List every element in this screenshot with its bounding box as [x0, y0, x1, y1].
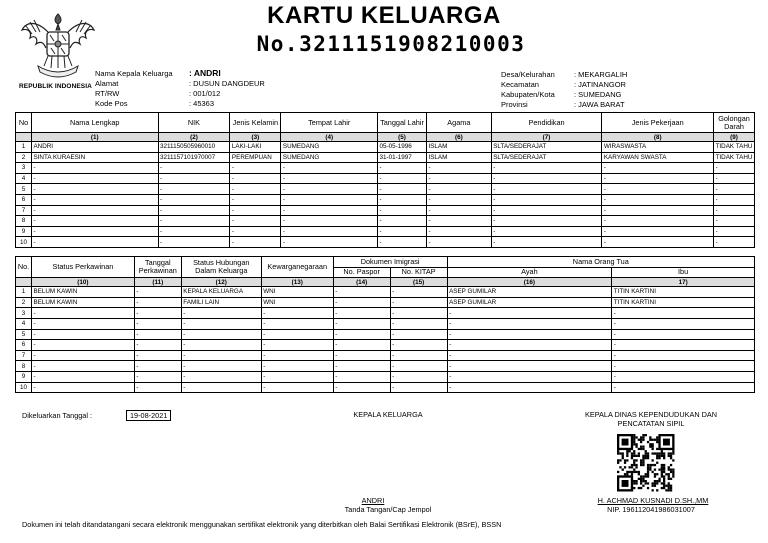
table-cell: - [491, 205, 602, 216]
table-cell: - [158, 194, 230, 205]
table-cell: - [134, 361, 181, 372]
table-cell: - [390, 340, 447, 351]
table-cell: - [158, 237, 230, 248]
table-cell: - [181, 382, 261, 393]
table-row [16, 329, 755, 340]
col-header-kitap: No. KITAP [390, 267, 447, 278]
head-of-family-value: : ANDRI [189, 68, 221, 78]
table-cell: - [333, 371, 390, 382]
table-cell: - [158, 205, 230, 216]
agency-title-line-1: KEPALA DINAS KEPENDUDUKAN DAN [584, 410, 718, 419]
col-header-father: Ayah [447, 267, 612, 278]
col-header-immigration-docs: Dokumen Imigrasi [333, 257, 447, 268]
table-cell: - [447, 340, 612, 351]
column-number: (8) [602, 133, 714, 142]
table-cell: SLTA/SEDERAJAT [491, 142, 602, 153]
village-label: Desa/Kelurahan [501, 70, 555, 79]
table-cell: - [447, 318, 612, 329]
table-row [16, 163, 755, 174]
table-cell: - [612, 361, 755, 372]
head-of-family-signature-title: KEPALA KELUARGA [353, 410, 423, 419]
column-number: (1) [31, 133, 158, 142]
column-number [16, 133, 32, 142]
table-row [16, 382, 755, 393]
col-header-name: Nama Lengkap [31, 113, 158, 133]
table-cell: - [714, 216, 755, 227]
postal-code-label: Kode Pos [95, 99, 128, 108]
table-cell: - [333, 297, 390, 308]
table-cell: ASEP GUMILAR [447, 297, 612, 308]
table-cell: TITIN KARTINI [612, 297, 755, 308]
row-number-cell: 2 [16, 152, 32, 163]
table-cell: - [134, 371, 181, 382]
table-cell: - [181, 308, 261, 319]
regency-value: : SUMEDANG [574, 90, 622, 99]
table-cell: - [714, 163, 755, 174]
table-cell: - [491, 216, 602, 227]
table-cell: - [134, 329, 181, 340]
table-cell: ANDRI [31, 142, 158, 153]
table-cell: - [31, 194, 158, 205]
table-cell: - [491, 194, 602, 205]
table-cell: - [491, 163, 602, 174]
table-cell: - [181, 371, 261, 382]
table-cell: - [134, 297, 181, 308]
table-cell: WIRASWASTA [602, 142, 714, 153]
table-cell: - [333, 308, 390, 319]
table-cell: - [158, 163, 230, 174]
table-cell: - [281, 163, 378, 174]
table-cell: - [333, 350, 390, 361]
electronic-signature-note: Dokumen ini telah ditandatangani secara elektronik menggunakan sertifikat elektronik yang diterbitkan oleh Balai Sertifikasi Elektronik (BSrE), BSSN [22, 520, 502, 529]
table-cell: - [31, 184, 158, 195]
table-cell: - [31, 163, 158, 174]
row-number-cell: 6 [16, 340, 32, 351]
row-number-cell: 10 [16, 237, 32, 248]
table-cell: - [447, 350, 612, 361]
row-number-cell: 3 [16, 308, 32, 319]
table-cell: TITIN KARTINI [612, 287, 755, 298]
table-cell: WNI [261, 287, 333, 298]
table-cell: - [181, 350, 261, 361]
household-info-right [501, 70, 741, 112]
table-cell: - [390, 297, 447, 308]
head-of-family-signature-name: ANDRI [361, 496, 385, 505]
table-cell: - [378, 205, 427, 216]
row-number-cell: 8 [16, 361, 32, 372]
table-cell: - [602, 173, 714, 184]
table-cell: - [491, 237, 602, 248]
table-cell: - [230, 184, 281, 195]
table-cell: - [31, 361, 134, 372]
table-cell: - [378, 226, 427, 237]
table-cell: - [426, 173, 491, 184]
table-cell: - [612, 318, 755, 329]
table-cell: - [261, 382, 333, 393]
head-of-family-label: Nama Kepala Keluarga [95, 69, 173, 78]
table-cell: - [426, 194, 491, 205]
household-info-left [95, 69, 395, 111]
table-row [16, 287, 755, 298]
col-header-no: No. [16, 257, 32, 278]
table-row [16, 194, 755, 205]
table-cell: - [281, 184, 378, 195]
district-value: : JATINANGOR [574, 80, 626, 89]
table-cell: - [134, 318, 181, 329]
table-cell: - [230, 205, 281, 216]
table-row [16, 152, 755, 163]
table-cell: - [281, 216, 378, 227]
table-cell: - [31, 308, 134, 319]
table-row [16, 350, 755, 361]
table-cell: - [158, 184, 230, 195]
table-cell: - [602, 216, 714, 227]
table-cell: - [261, 318, 333, 329]
table-cell: - [31, 371, 134, 382]
column-number: (14) [333, 278, 390, 287]
column-number: (13) [261, 278, 333, 287]
table-row [16, 184, 755, 195]
table-cell: - [230, 173, 281, 184]
table-cell: - [714, 194, 755, 205]
table-cell: - [158, 173, 230, 184]
column-number-row [16, 133, 755, 142]
postal-code-value: : 45363 [189, 99, 215, 108]
table-cell: - [390, 350, 447, 361]
table-cell: - [281, 194, 378, 205]
table-cell: PEREMPUAN [230, 152, 281, 163]
table-cell: - [390, 382, 447, 393]
table-cell: - [261, 371, 333, 382]
family-status-table [15, 256, 755, 393]
col-header-occupation: Jenis Pekerjaan [602, 113, 714, 133]
rt-rw-value: : 001/012 [189, 89, 221, 98]
table-cell: - [134, 287, 181, 298]
row-number-cell: 1 [16, 287, 32, 298]
col-header-mother: Ibu [612, 267, 755, 278]
table-cell: - [333, 318, 390, 329]
col-header-gender: Jenis Kelamin [230, 113, 281, 133]
table-cell: - [390, 308, 447, 319]
row-number-cell: 7 [16, 350, 32, 361]
table-cell: - [612, 382, 755, 393]
address-label: Alamat [95, 79, 119, 88]
table-cell: - [158, 216, 230, 227]
table-cell: - [261, 350, 333, 361]
table-row [16, 340, 755, 351]
table-cell: - [230, 237, 281, 248]
column-number: (5) [378, 133, 427, 142]
col-header-family-relation: Status Hubungan Dalam Keluarga [181, 257, 261, 278]
district-label: Kecamatan [501, 80, 539, 89]
row-number-cell: 5 [16, 184, 32, 195]
row-number-cell: 4 [16, 173, 32, 184]
table-row [16, 237, 755, 248]
table-row [16, 142, 755, 153]
document-title: KARTU KELUARGA [267, 2, 501, 29]
province-value: : JAWA BARAT [574, 100, 625, 109]
table-cell: SUMEDANG [281, 152, 378, 163]
table-cell: - [714, 184, 755, 195]
table-cell: ISLAM [426, 142, 491, 153]
table-cell: - [447, 361, 612, 372]
table-cell: - [31, 318, 134, 329]
table-cell: - [230, 163, 281, 174]
column-number: (4) [281, 133, 378, 142]
table-cell: - [181, 329, 261, 340]
table-cell: - [134, 308, 181, 319]
table-cell: TIDAK TAHU [714, 142, 755, 153]
address-value: : DUSUN DANGDEUR [189, 79, 265, 88]
table-cell: - [602, 194, 714, 205]
table-cell: - [602, 184, 714, 195]
row-number-cell: 6 [16, 194, 32, 205]
table-cell: - [378, 163, 427, 174]
table-cell: - [426, 237, 491, 248]
table-cell: - [390, 287, 447, 298]
table-cell: - [134, 382, 181, 393]
table-cell: - [261, 340, 333, 351]
row-number-cell: 2 [16, 297, 32, 308]
document-number: No.3211151908210003 [256, 32, 526, 56]
column-number: 17) [612, 278, 755, 287]
column-number: (15) [390, 278, 447, 287]
table-cell: 3211157101970007 [158, 152, 230, 163]
col-header-marital-status: Status Perkawinan [31, 257, 134, 278]
col-header-parents: Nama Orang Tua [447, 257, 754, 268]
table-cell: - [261, 308, 333, 319]
table-cell: - [447, 329, 612, 340]
row-number-cell: 4 [16, 318, 32, 329]
col-header-birthdate: Tanggal Lahir [378, 113, 427, 133]
col-header-birthplace: Tempat Lahir [281, 113, 378, 133]
table-cell: - [426, 216, 491, 227]
table-cell: - [281, 237, 378, 248]
column-number: (9) [714, 133, 755, 142]
table-cell: ISLAM [426, 152, 491, 163]
col-header-nik: NIK [158, 113, 230, 133]
row-number-cell: 7 [16, 205, 32, 216]
table-cell: - [281, 226, 378, 237]
table-cell: - [158, 226, 230, 237]
table-cell: - [390, 329, 447, 340]
table-cell: - [390, 361, 447, 372]
table-cell: ASEP GUMILAR [447, 287, 612, 298]
table-cell: - [612, 371, 755, 382]
family-members-table [15, 112, 755, 248]
table-row [16, 371, 755, 382]
table-row [16, 361, 755, 372]
table-cell: KEPALA KELUARGA [181, 287, 261, 298]
table-cell: - [181, 318, 261, 329]
issued-date-value: 19-08-2021 [126, 410, 171, 421]
col-header-blood-type: Golongan Darah [714, 113, 755, 133]
table-cell: - [390, 318, 447, 329]
column-number: (7) [491, 133, 602, 142]
table-cell: - [378, 237, 427, 248]
table-cell: - [230, 226, 281, 237]
table-cell: - [378, 173, 427, 184]
agency-head-nip: NIP. 196112041986031007 [607, 505, 695, 514]
village-value: : MEKARGALIH [574, 70, 628, 79]
table-cell: - [714, 237, 755, 248]
table-cell: - [230, 194, 281, 205]
issued-date-box [126, 410, 171, 421]
column-number: (16) [447, 278, 612, 287]
emblem-label: REPUBLIK INDONESIA [19, 83, 92, 90]
table-cell: - [447, 382, 612, 393]
table-row [16, 308, 755, 319]
table-cell: - [612, 350, 755, 361]
table-row [16, 297, 755, 308]
agency-title-line-2: PENCATATAN SIPIL [617, 419, 685, 428]
table-cell: 3211150505960010 [158, 142, 230, 153]
table-row [16, 205, 755, 216]
table-cell: 05-05-1996 [378, 142, 427, 153]
issued-date-label: Dikeluarkan Tanggal : [22, 411, 93, 420]
row-number-cell: 9 [16, 226, 32, 237]
table-cell: - [612, 340, 755, 351]
col-header-religion: Agama [426, 113, 491, 133]
table-cell: - [426, 184, 491, 195]
table-cell: - [230, 216, 281, 227]
column-number: (12) [181, 278, 261, 287]
table-cell: - [261, 361, 333, 372]
row-number-cell: 5 [16, 329, 32, 340]
agency-head-name: H. ACHMAD KUSNADI D.SH.,MM [597, 496, 709, 505]
col-header-no: No [16, 113, 32, 133]
table-cell: - [390, 371, 447, 382]
table-cell: - [134, 350, 181, 361]
col-header-citizenship: Kewarganegaraan [261, 257, 333, 278]
table-cell: - [602, 237, 714, 248]
table-cell: SINTA KURAESIN [31, 152, 158, 163]
province-label: Provinsi [501, 100, 528, 109]
table-cell: - [612, 308, 755, 319]
table-cell: - [491, 184, 602, 195]
table-cell: - [602, 205, 714, 216]
column-number: (10) [31, 278, 134, 287]
table-cell: - [31, 216, 158, 227]
row-number-cell: 9 [16, 371, 32, 382]
table-cell: - [31, 173, 158, 184]
table-row [16, 226, 755, 237]
table-cell: - [281, 173, 378, 184]
table-cell: BELUM KAWIN [31, 297, 134, 308]
column-number: (2) [158, 133, 230, 142]
table-cell: SLTA/SEDERAJAT [491, 152, 602, 163]
table-cell: - [261, 329, 333, 340]
table-cell: - [612, 329, 755, 340]
table-cell: LAKI-LAKI [230, 142, 281, 153]
table-cell: - [602, 163, 714, 174]
table-row [16, 173, 755, 184]
table-cell: - [714, 226, 755, 237]
regency-label: Kabupaten/Kota [501, 90, 555, 99]
table-cell: - [426, 226, 491, 237]
table-cell: - [31, 237, 158, 248]
column-number [16, 278, 32, 287]
col-header-marriage-date: Tanggal Perkawinan [134, 257, 181, 278]
table-cell: - [31, 340, 134, 351]
rt-rw-label: RT/RW [95, 89, 120, 98]
table-cell: - [31, 350, 134, 361]
table-cell: - [447, 308, 612, 319]
table-cell: - [333, 382, 390, 393]
table-cell: - [333, 329, 390, 340]
table-cell: - [31, 205, 158, 216]
table-cell: - [31, 329, 134, 340]
table-cell: - [181, 340, 261, 351]
table-row [16, 318, 755, 329]
row-number-cell: 8 [16, 216, 32, 227]
table-cell: WNI [261, 297, 333, 308]
row-number-cell: 10 [16, 382, 32, 393]
row-number-cell: 3 [16, 163, 32, 174]
table-cell: BELUM KAWIN [31, 287, 134, 298]
table-cell: - [333, 340, 390, 351]
table-cell: - [31, 382, 134, 393]
table-cell: - [181, 361, 261, 372]
table-cell: - [447, 371, 612, 382]
table-cell: - [281, 205, 378, 216]
table-cell: - [602, 226, 714, 237]
table-cell: - [333, 361, 390, 372]
signature-caption: Tanda Tangan/Cap Jempol [344, 505, 432, 514]
table-cell: - [491, 173, 602, 184]
table-cell: - [378, 184, 427, 195]
qr-code-icon [605, 434, 687, 492]
table-cell: FAMILI LAIN [181, 297, 261, 308]
table-cell: - [378, 194, 427, 205]
table-cell: - [333, 287, 390, 298]
table-cell: - [378, 216, 427, 227]
table-cell: SUMEDANG [281, 142, 378, 153]
column-number: (11) [134, 278, 181, 287]
column-number: (3) [230, 133, 281, 142]
table-cell: - [714, 205, 755, 216]
table-cell: - [714, 173, 755, 184]
table-cell: - [491, 226, 602, 237]
table-cell: TIDAK TAHU [714, 152, 755, 163]
table-cell: - [426, 163, 491, 174]
table-cell: KARYAWAN SWASTA [602, 152, 714, 163]
table-cell: - [134, 340, 181, 351]
row-number-cell: 1 [16, 142, 32, 153]
table-cell: 31-01-1997 [378, 152, 427, 163]
table-row [16, 216, 755, 227]
table-cell: - [426, 205, 491, 216]
column-number: (6) [426, 133, 491, 142]
col-header-passport: No. Paspor [333, 267, 390, 278]
col-header-education: Pendidikan [491, 113, 602, 133]
column-number-row [16, 278, 755, 287]
table-cell: - [31, 226, 158, 237]
